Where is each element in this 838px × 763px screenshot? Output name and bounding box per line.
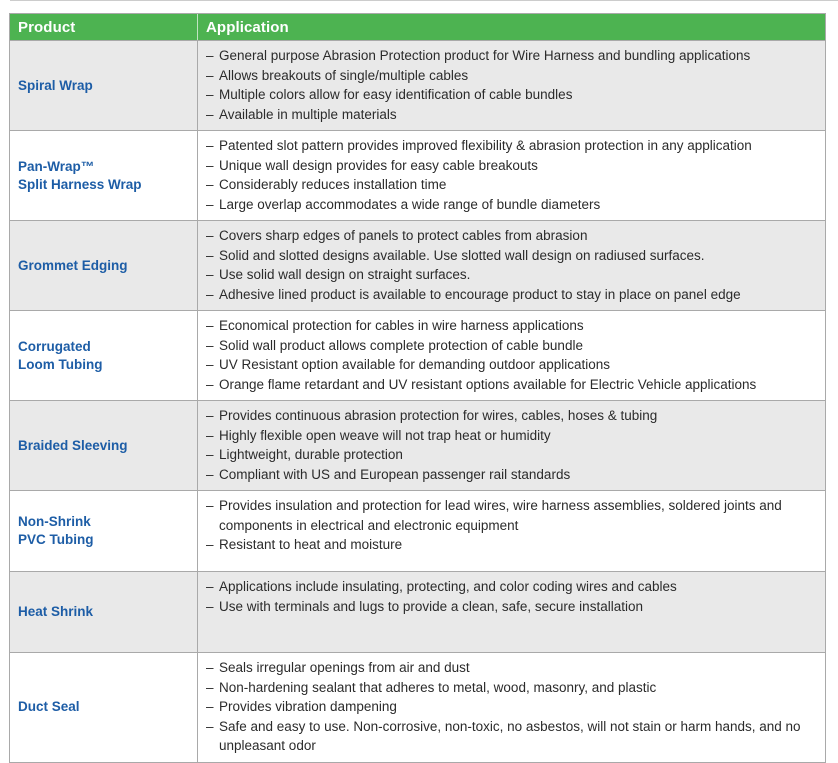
application-item-text: Solid wall product allows complete protection of cable bundle bbox=[219, 337, 583, 353]
application-item-text: Lightweight, durable protection bbox=[219, 447, 403, 462]
application-item-text: Covers sharp edges of panels to protect cables from abrasion bbox=[219, 228, 588, 243]
table-body bbox=[10, 40, 825, 762]
bullet-dash: – bbox=[206, 699, 214, 714]
product-cell bbox=[10, 221, 198, 310]
product-name: Heat Shrink bbox=[18, 604, 94, 619]
application-item bbox=[206, 355, 815, 375]
application-item-text: Allows breakouts of single/multiple cables bbox=[219, 67, 469, 83]
product-name: PVC Tubing bbox=[18, 532, 94, 547]
bullet-dash: – bbox=[206, 87, 214, 102]
application-item-text: General purpose Abrasion Protection product for Wire Harness and bundling applications bbox=[219, 48, 751, 63]
application-item bbox=[206, 85, 815, 105]
application-item bbox=[206, 66, 815, 86]
application-item-text: Applications include insulating, protecting, and color coding wires and cables bbox=[219, 579, 677, 594]
product-name: Grommet Edging bbox=[18, 257, 128, 273]
bullet-dash: – bbox=[206, 318, 214, 333]
table-row bbox=[10, 220, 825, 310]
bullet-dash: – bbox=[206, 286, 214, 302]
application-item bbox=[206, 246, 815, 266]
bullet-dash: – bbox=[206, 267, 214, 282]
product-cell bbox=[10, 491, 198, 571]
table-row bbox=[10, 490, 825, 571]
bullet-dash: – bbox=[206, 679, 214, 695]
application-item-text: Provides vibration dampening bbox=[219, 699, 397, 714]
bullet-dash: – bbox=[206, 718, 214, 734]
application-item bbox=[206, 175, 815, 195]
product-name: Split Harness Wrap bbox=[18, 176, 142, 192]
bullet-dash: – bbox=[206, 579, 214, 594]
application-item-text: Resistant to heat and moisture bbox=[219, 537, 403, 552]
bullet-dash: – bbox=[206, 466, 214, 482]
application-item-text: Solid and slotted designs available. Use slotted wall design on radiused surfaces. bbox=[219, 247, 705, 263]
application-item-text: Available in multiple materials bbox=[219, 106, 397, 122]
table-row bbox=[10, 130, 825, 220]
application-item-text: Compliant with US and European passenger rail standards bbox=[219, 466, 571, 482]
application-item-text: Patented slot pattern provides improved flexibility & abrasion protection in any application bbox=[219, 138, 752, 153]
application-item bbox=[206, 577, 815, 597]
application-item-text: Large overlap accommodates a wide range of bundle diameters bbox=[219, 196, 601, 212]
application-cell bbox=[198, 653, 825, 762]
application-item-text: Multiple colors allow for easy identification of cable bundles bbox=[219, 87, 573, 102]
application-item-text: Use solid wall design on straight surfaces. bbox=[219, 267, 471, 282]
application-item-text: Orange flame retardant and UV resistant options available for Electric Vehicle applications bbox=[219, 376, 757, 392]
bullet-dash: – bbox=[206, 177, 214, 192]
table-header-row bbox=[10, 14, 825, 40]
product-name: Loom Tubing bbox=[18, 356, 103, 372]
bullet-dash: – bbox=[206, 357, 214, 372]
application-item bbox=[206, 156, 815, 176]
table-row bbox=[10, 400, 825, 490]
application-item bbox=[206, 105, 815, 125]
bullet-dash: – bbox=[206, 196, 214, 212]
product-name: Spiral Wrap bbox=[18, 77, 93, 93]
bullet-dash: – bbox=[206, 67, 214, 83]
bullet-dash: – bbox=[206, 228, 214, 243]
application-item bbox=[206, 46, 815, 66]
application-item bbox=[206, 136, 815, 156]
application-cell bbox=[198, 311, 825, 400]
application-item-text: Provides continuous abrasion protection for wires, cables, hoses & tubing bbox=[219, 408, 658, 423]
application-cell bbox=[198, 41, 825, 130]
application-cell bbox=[198, 401, 825, 490]
product-application-table bbox=[9, 13, 826, 763]
application-cell bbox=[198, 131, 825, 220]
product-name: Braided Sleeving bbox=[18, 437, 128, 453]
application-item-text: Economical protection for cables in wire harness applications bbox=[219, 318, 584, 333]
application-item-text: UV Resistant option available for demanding outdoor applications bbox=[219, 357, 610, 372]
application-item-text: Adhesive lined product is available to encourage product to stay in place on panel edge bbox=[219, 286, 741, 302]
product-cell bbox=[10, 401, 198, 490]
application-item bbox=[206, 195, 815, 215]
application-cell bbox=[198, 221, 825, 310]
column-header-product: Product bbox=[10, 14, 198, 40]
application-item bbox=[206, 285, 815, 305]
product-name: Pan-Wrap™ bbox=[18, 158, 95, 174]
bullet-dash: – bbox=[206, 106, 214, 122]
table-row bbox=[10, 571, 825, 652]
bullet-dash: – bbox=[206, 376, 214, 392]
application-item bbox=[206, 406, 815, 426]
bullet-dash: – bbox=[206, 337, 214, 353]
application-item bbox=[206, 375, 815, 395]
application-cell bbox=[198, 572, 825, 652]
product-cell bbox=[10, 41, 198, 130]
product-name: Duct Seal bbox=[18, 699, 80, 715]
application-item bbox=[206, 465, 815, 485]
application-item bbox=[206, 316, 815, 336]
bullet-dash: – bbox=[206, 660, 214, 675]
application-item-text: Non-hardening sealant that adheres to metal, wood, masonry, and plastic bbox=[219, 679, 657, 695]
application-item-text: Considerably reduces installation time bbox=[219, 177, 447, 192]
application-item-text: Provides insulation and protection for lead wires, wire harness assemblies, soldered joints and components in electrical and electronic equipment bbox=[219, 498, 782, 533]
application-item bbox=[206, 445, 815, 465]
application-item bbox=[206, 336, 815, 356]
application-item-text: Highly flexible open weave will not trap heat or humidity bbox=[219, 427, 551, 443]
product-cell bbox=[10, 131, 198, 220]
table-row bbox=[10, 652, 825, 762]
bullet-dash: – bbox=[206, 598, 214, 614]
application-item bbox=[206, 658, 815, 678]
application-item bbox=[206, 265, 815, 285]
page-top-rule bbox=[10, 0, 838, 1]
product-cell bbox=[10, 311, 198, 400]
bullet-dash: – bbox=[206, 427, 214, 443]
application-item-text: Unique wall design provides for easy cable breakouts bbox=[219, 157, 538, 173]
bullet-dash: – bbox=[206, 447, 214, 462]
bullet-dash: – bbox=[206, 408, 214, 423]
bullet-dash: – bbox=[206, 498, 214, 513]
application-cell bbox=[198, 491, 825, 571]
table-row bbox=[10, 310, 825, 400]
bullet-dash: – bbox=[206, 247, 214, 263]
application-item bbox=[206, 535, 815, 555]
application-item bbox=[206, 678, 815, 698]
product-cell bbox=[10, 572, 198, 652]
product-name: Corrugated bbox=[18, 338, 91, 354]
bullet-dash: – bbox=[206, 138, 214, 153]
application-item-text: Safe and easy to use. Non-corrosive, non-toxic, no asbestos, will not stain or harm hands, and no unpleasant odor bbox=[219, 718, 801, 753]
application-item-text: Seals irregular openings from air and dust bbox=[219, 660, 470, 675]
bullet-dash: – bbox=[206, 537, 214, 552]
application-item bbox=[206, 597, 815, 617]
product-name: Non-Shrink bbox=[18, 514, 91, 529]
table-row bbox=[10, 40, 825, 130]
application-item bbox=[206, 496, 815, 535]
application-item bbox=[206, 717, 815, 756]
application-item bbox=[206, 426, 815, 446]
bullet-dash: – bbox=[206, 48, 214, 63]
bullet-dash: – bbox=[206, 157, 214, 173]
product-cell bbox=[10, 653, 198, 762]
application-item bbox=[206, 226, 815, 246]
application-item-text: Use with terminals and lugs to provide a clean, safe, secure installation bbox=[219, 598, 643, 614]
column-header-application: Application bbox=[206, 18, 289, 36]
